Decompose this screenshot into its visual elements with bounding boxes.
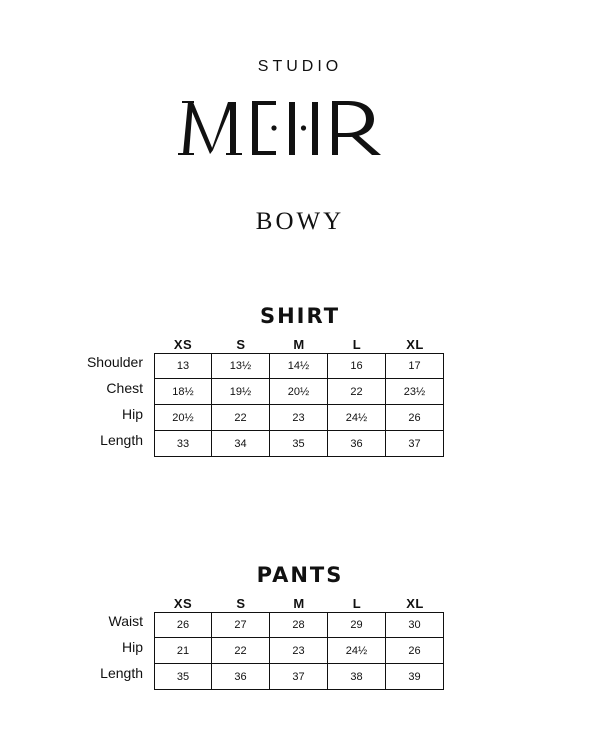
table-cell: 30 (386, 612, 444, 638)
size-header-s: S (236, 596, 246, 611)
table-cell: 36 (212, 664, 270, 690)
table-cell: 39 (386, 664, 444, 690)
table-cell: 35 (270, 431, 328, 457)
table-cell: 14½ (270, 353, 328, 379)
pants-title: PANTS (256, 563, 344, 587)
brand-logo (0, 82, 600, 172)
table-cell: 21 (154, 638, 212, 664)
table-cell: 35 (154, 664, 212, 690)
table-cell: 17 (386, 353, 444, 379)
size-header-m: M (293, 337, 305, 352)
table-cell: 24½ (328, 405, 386, 431)
table-cell: 38 (328, 664, 386, 690)
table-cell: 20½ (270, 379, 328, 405)
size-header-s: S (236, 337, 246, 352)
table-cell: 23 (270, 638, 328, 664)
table-cell: 33 (154, 431, 212, 457)
size-header-l: L (352, 596, 362, 611)
table-cell: 37 (270, 664, 328, 690)
row-label-length: Length (100, 432, 143, 448)
table-cell: 37 (386, 431, 444, 457)
shirt-size-table (60, 327, 444, 457)
shirt-title: SHIRT (259, 304, 341, 328)
table-cell: 34 (212, 431, 270, 457)
product-name: BOWY (255, 208, 345, 235)
table-cell: 22 (212, 638, 270, 664)
row-label-hip: Hip (121, 406, 143, 422)
table-cell: 27 (212, 612, 270, 638)
row-label-shoulder: Shoulder (86, 354, 143, 370)
table-cell: 18½ (154, 379, 212, 405)
table-cell: 28 (270, 612, 328, 638)
table-cell: 36 (328, 431, 386, 457)
table-cell: 16 (328, 353, 386, 379)
table-cell: 23 (270, 405, 328, 431)
size-header-xs: XS (173, 596, 193, 611)
table-cell: 23½ (386, 379, 444, 405)
brand-studio-label: STUDIO (257, 58, 343, 75)
pants-size-table (60, 586, 444, 690)
row-label-length: Length (100, 665, 143, 681)
table-cell: 19½ (212, 379, 270, 405)
table-cell: 20½ (154, 405, 212, 431)
table-cell: 22 (328, 379, 386, 405)
size-header-l: L (352, 337, 362, 352)
corner-spacer (60, 327, 154, 353)
row-label-hip: Hip (121, 639, 143, 655)
size-header-m: M (293, 596, 305, 611)
table-cell: 29 (328, 612, 386, 638)
table-cell: 26 (386, 638, 444, 664)
corner-spacer (60, 586, 154, 612)
table-cell: 13½ (212, 353, 270, 379)
row-label-waist: Waist (108, 613, 143, 629)
table-cell: 26 (154, 612, 212, 638)
table-cell: 13 (154, 353, 212, 379)
table-cell: 22 (212, 405, 270, 431)
size-header-xl: XL (406, 337, 424, 352)
table-cell: 24½ (328, 638, 386, 664)
row-label-chest: Chest (106, 380, 143, 396)
size-header-xl: XL (406, 596, 424, 611)
table-cell: 26 (386, 405, 444, 431)
size-header-xs: XS (173, 337, 193, 352)
